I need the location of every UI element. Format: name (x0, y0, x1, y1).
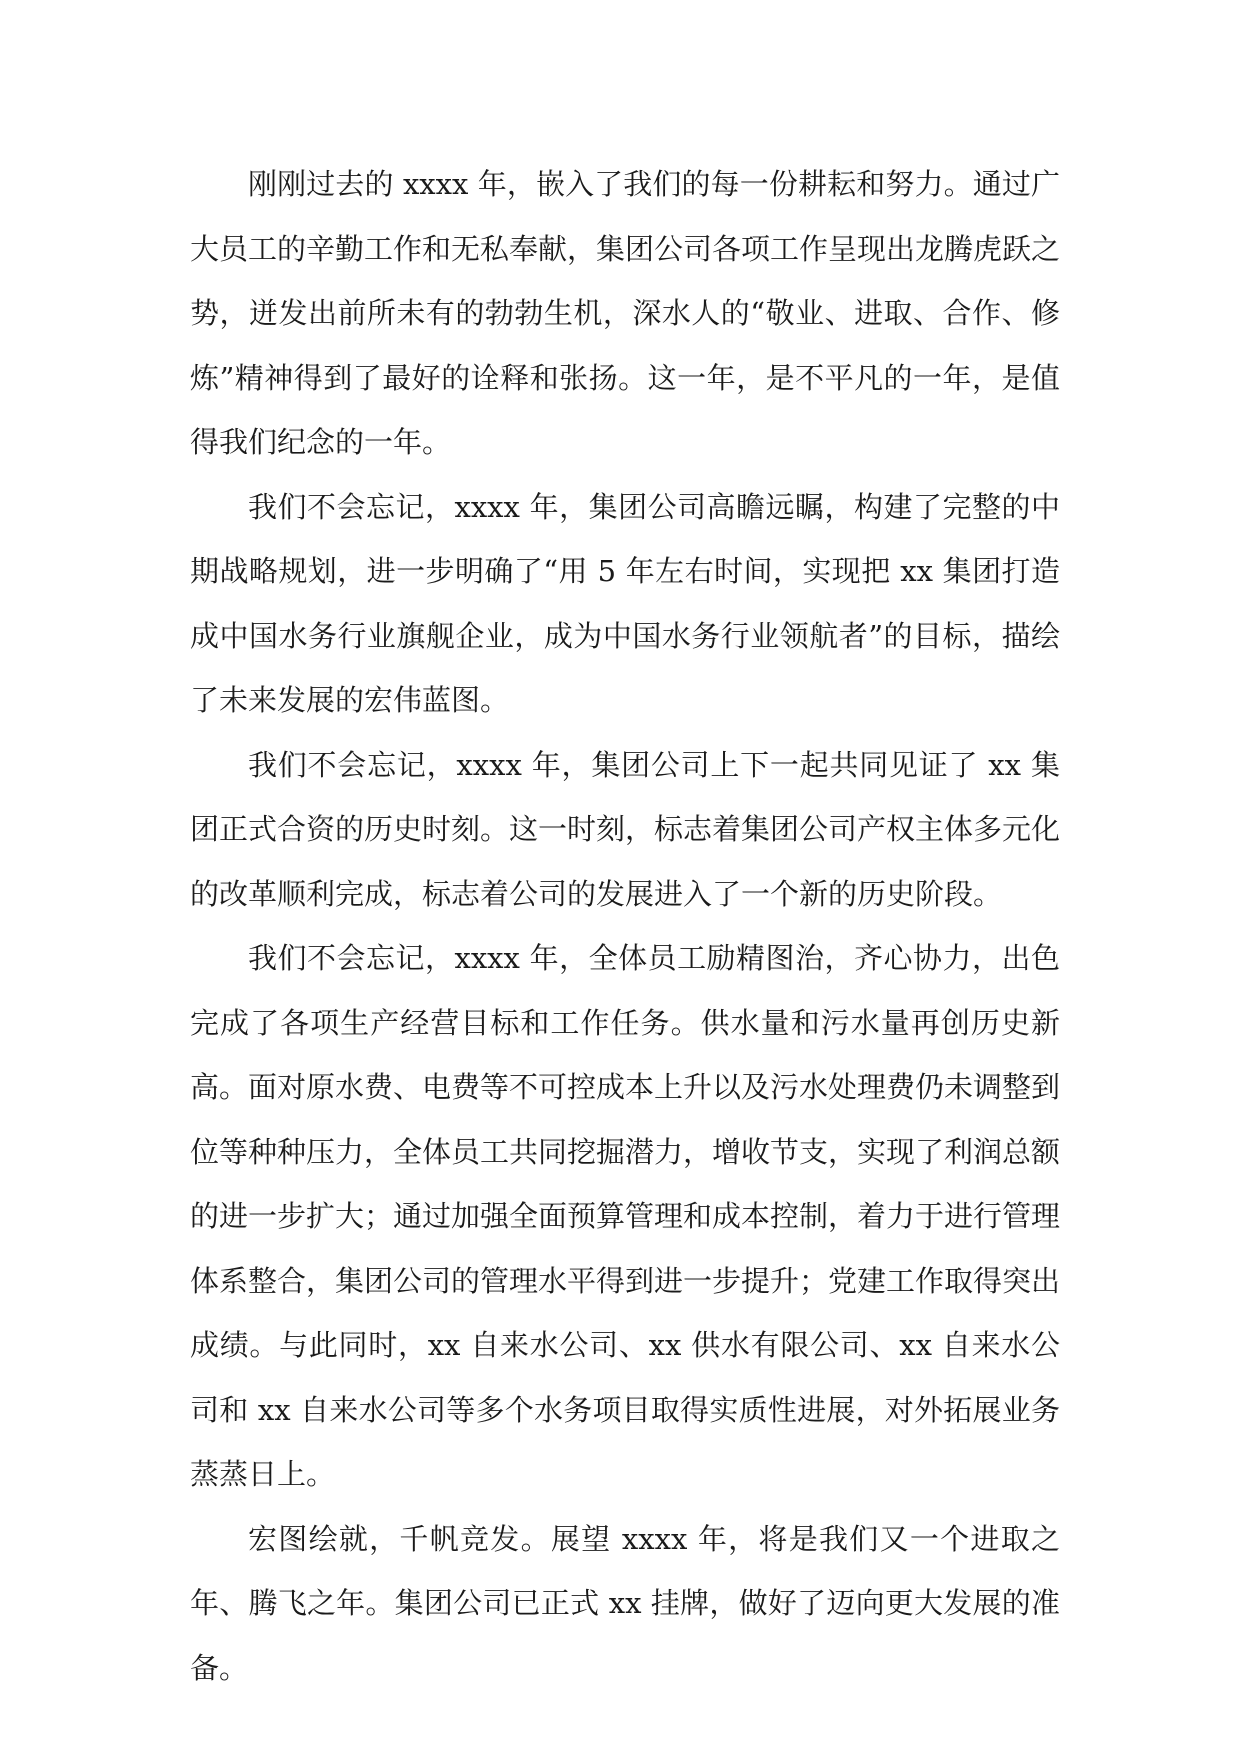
document-body (190, 152, 1060, 1700)
paragraph-4: 我们不会忘记，xxxx 年，全体员工励精图治，齐心协力，出色完成了各项生产经营目标和工作任务。供水量和污水量再创历史新高。面对原水费、电费等不可控成本上升以及污水处理费仍未调整到位等种种压力，全体员工共同挖掘潜力，增收节支，实现了利润总额的进一步扩大；通过加强全面预算管理和成本控制，着力于进行管理体系整合，集团公司的管理水平得到进一步提升；党建工作取得突出成绩。与此同时，xx 自来水公司、xx 供水有限公司、xx 自来水公司和 xx 自来水公司等多个水务项目取得实质性进展，对外拓展业务蒸蒸日上。 (190, 941, 1061, 1491)
paragraph-1: 刚刚过去的 xxxx 年，嵌入了我们的每一份耕耘和努力。通过广大员工的辛勤工作和无私奉献，集团公司各项工作呈现出龙腾虎跃之势，迸发出前所未有的勃勃生机，深水人的“敬业、进取、合作、修炼”精神得到了最好的诠释和张扬。这一年，是不平凡的一年，是值得我们纪念的一年。 (190, 167, 1061, 459)
paragraph-2: 我们不会忘记，xxxx 年，集团公司高瞻远瞩，构建了完整的中期战略规划，进一步明确了“用 5 年左右时间，实现把 xx 集团打造成中国水务行业旗舰企业，成为中国水务行业领航者”的目标，描绘了未来发展的宏伟蓝图。 (190, 489, 1060, 717)
paragraph-5: 宏图绘就，千帆竞发。展望 xxxx 年，将是我们又一个进取之年、腾飞之年。集团公司已正式 xx 挂牌，做好了迈向更大发展的准备。 (190, 1521, 1060, 1685)
paragraph-3: 我们不会忘记，xxxx 年，集团公司上下一起共同见证了 xx 集团正式合资的历史时刻。这一时刻，标志着集团公司产权主体多元化的改革顺利完成，标志着公司的发展进入了一个新的历史阶段。 (190, 747, 1061, 911)
